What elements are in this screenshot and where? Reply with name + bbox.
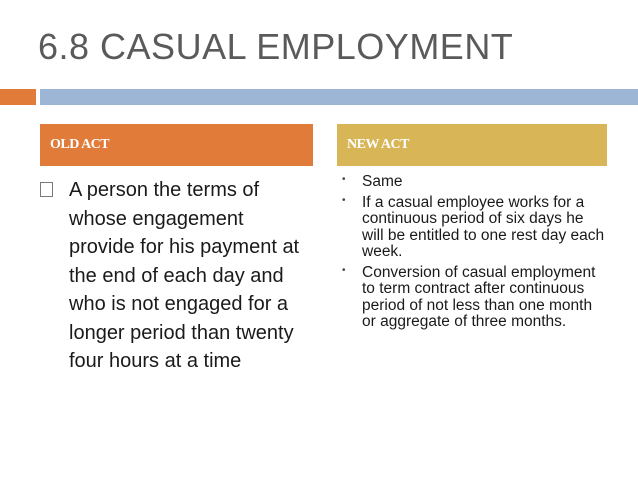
square-bullet-icon	[40, 182, 53, 197]
dot-bullet-icon: •	[342, 264, 346, 276]
list-item	[340, 174, 615, 191]
old-act-header	[40, 124, 313, 166]
slide-title: 6.8 CASUAL EMPLOYMENT	[38, 26, 514, 67]
new-act-header-label: NEW ACT	[347, 137, 409, 152]
old-act-header-label: OLD ACT	[50, 137, 110, 152]
dot-bullet-icon: •	[342, 194, 346, 206]
list-item	[340, 265, 615, 331]
title-underline-orange	[0, 89, 36, 105]
new-act-text: If a casual employee works for a continuous period of six days he will be entitled to one rest day each week.	[362, 193, 605, 260]
list-item	[340, 195, 615, 261]
old-act-column	[40, 176, 315, 376]
title-underline-blue	[40, 89, 638, 105]
new-act-text: Same	[362, 173, 403, 190]
new-act-header	[337, 124, 607, 166]
new-act-text: Conversion of casual employment to term contract after continuous period of not less than one month or aggregate of three months.	[362, 263, 596, 330]
old-act-text: A person the terms of whose engagement provide for his payment at the end of each day and who is not engaged for a longer period than twenty four hours at a time	[69, 179, 300, 372]
new-act-column	[340, 174, 615, 335]
dot-bullet-icon: •	[342, 174, 346, 185]
list-item	[40, 176, 315, 376]
